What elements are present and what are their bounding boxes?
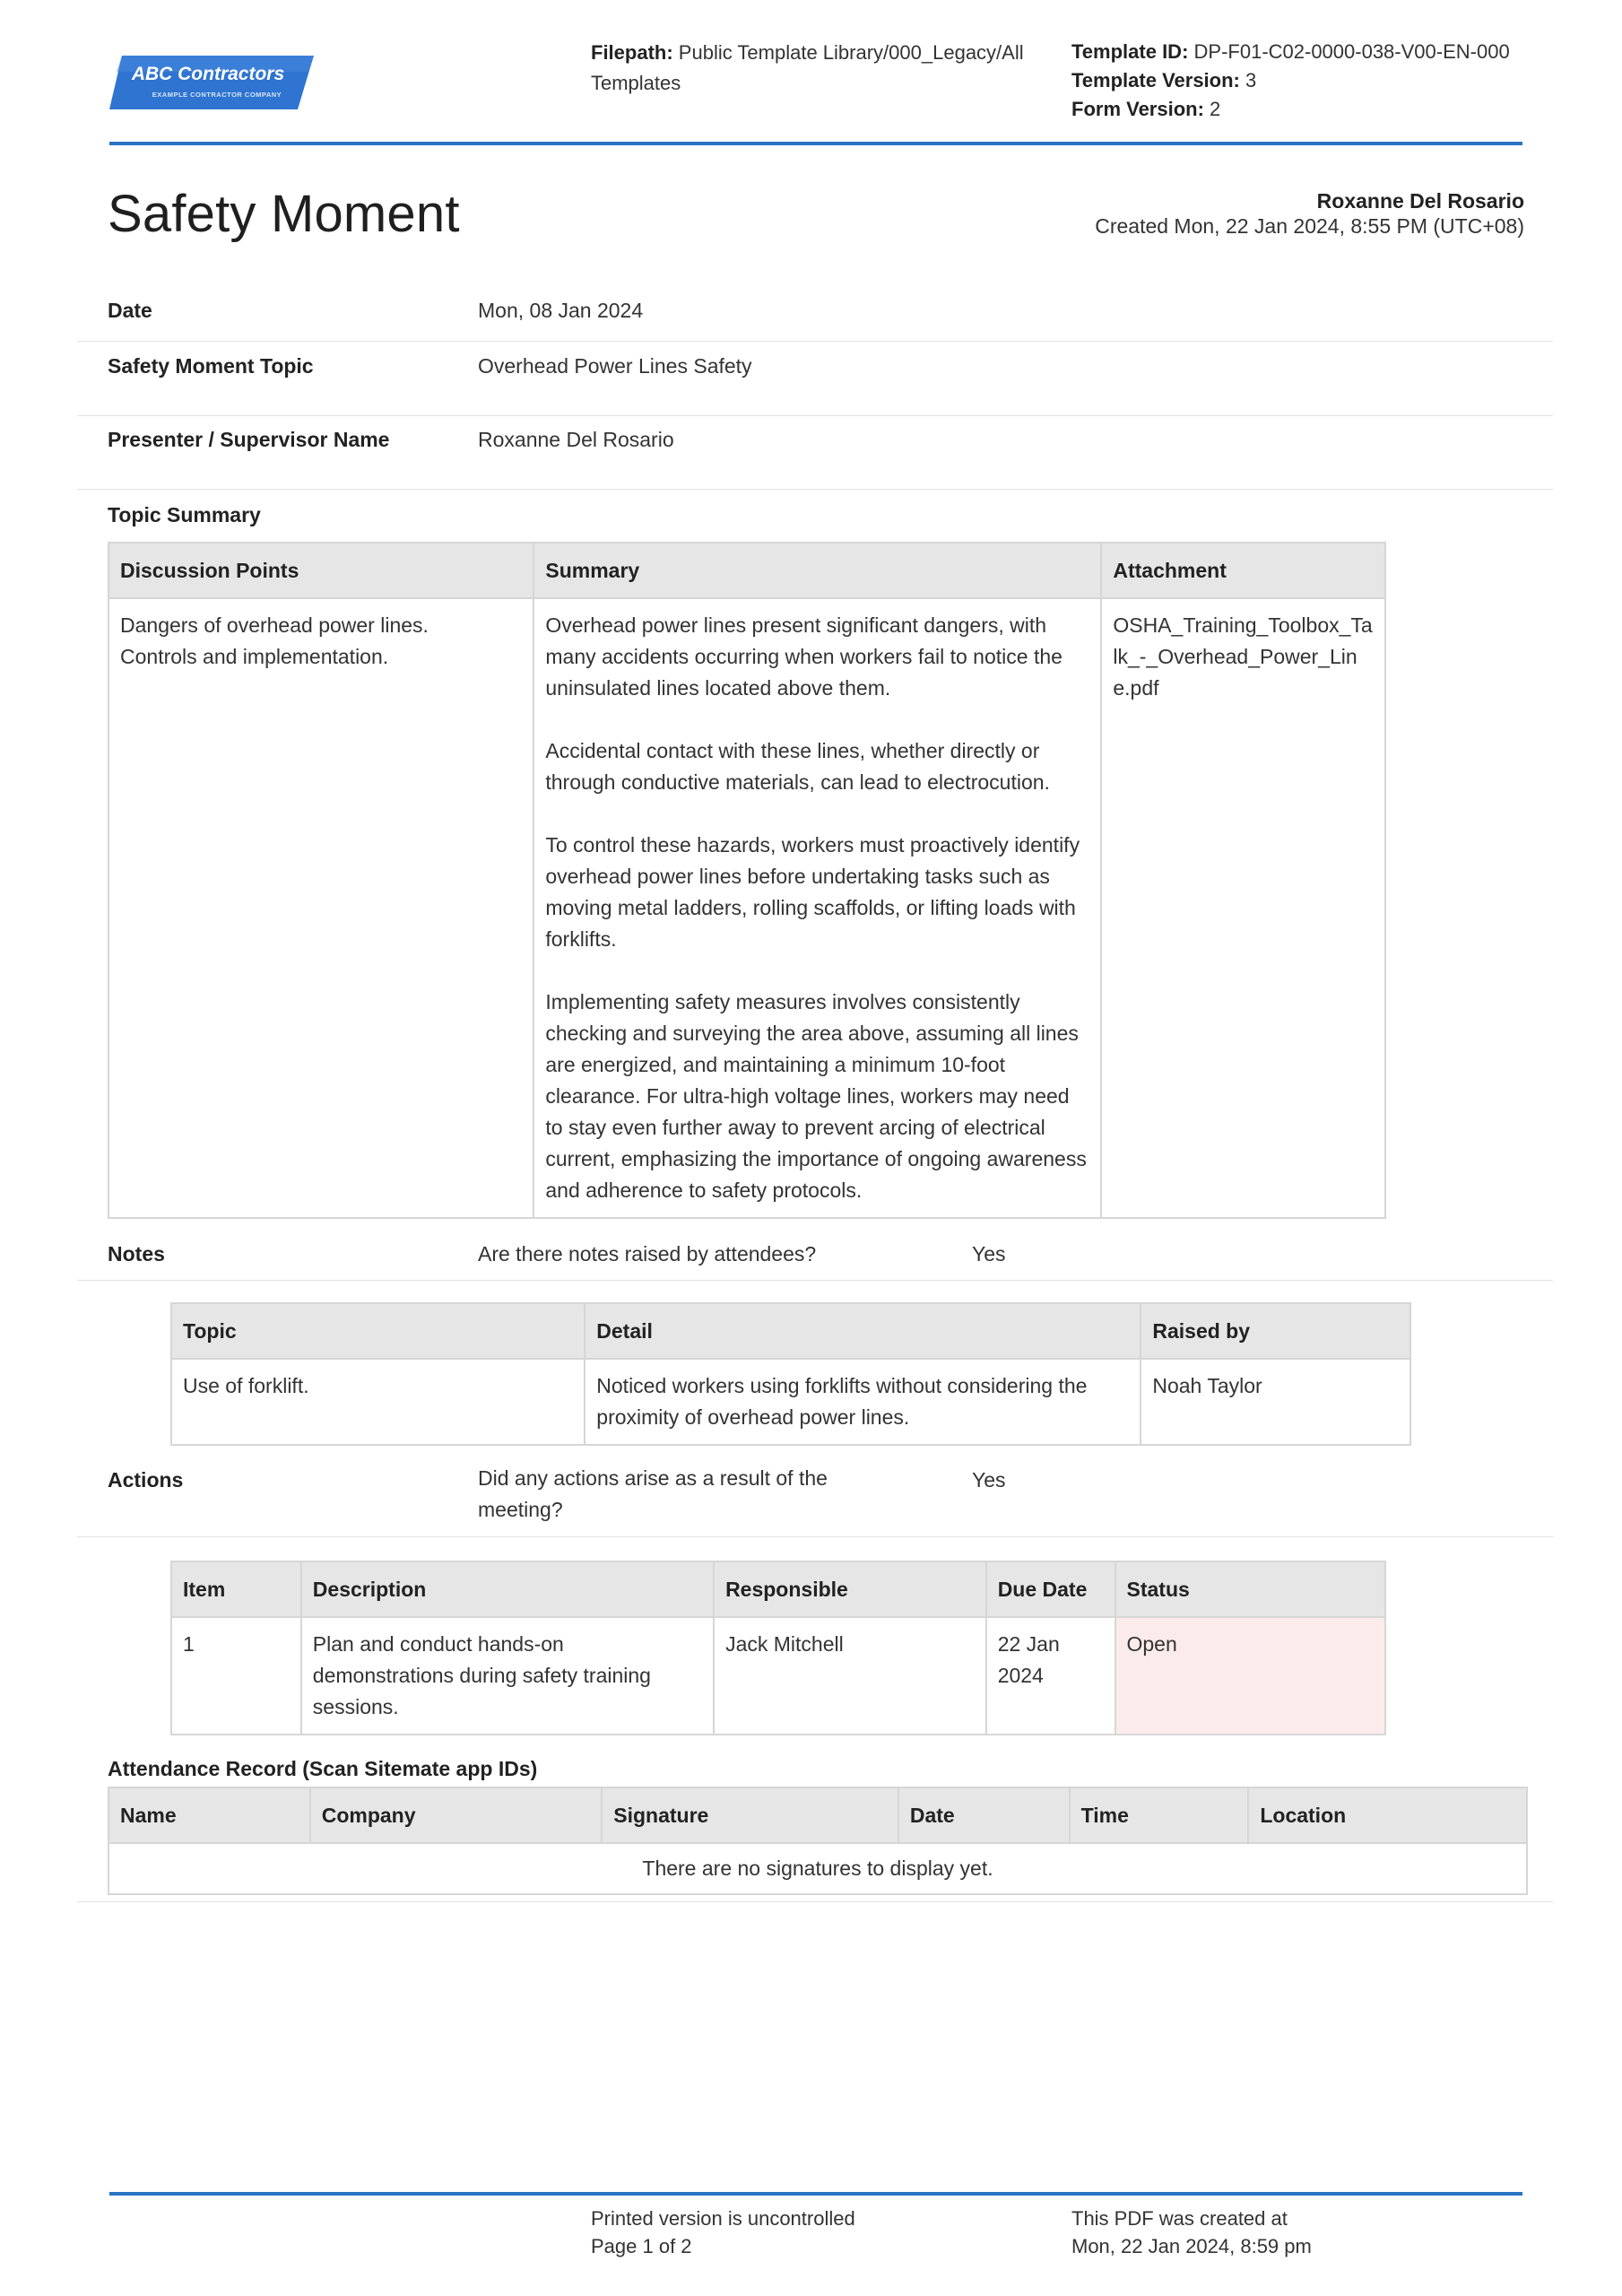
form-version-label: Form Version: xyxy=(1071,98,1204,120)
date-value: Mon, 08 Jan 2024 xyxy=(478,299,644,322)
column-header: Description xyxy=(301,1561,714,1617)
summary-paragraph: Implementing safety measures involves consistently checking and surveying the area above, assuming all lines are energized, and maintaining a minimum 10-foot clearance. For ultra-high voltage lines, workers may need to stay even further away to prevent arcing of electrical current, emphasizing the importance of ongoing awareness and adherence to safety protocols. xyxy=(545,990,1087,1202)
due-date-line: 22 Jan xyxy=(997,1632,1060,1656)
footer-right xyxy=(1071,2205,1312,2260)
column-header: Due Date xyxy=(986,1561,1115,1617)
column-header: Attachment xyxy=(1101,543,1385,598)
action-item: 1 xyxy=(171,1617,301,1735)
due-date-line: 2024 xyxy=(997,1664,1044,1687)
column-header: Company xyxy=(310,1787,603,1843)
template-version-value: 3 xyxy=(1245,69,1257,91)
presenter-value: Roxanne Del Rosario xyxy=(478,428,674,451)
pdf-created-label: This PDF was created at xyxy=(1071,2207,1288,2230)
note-topic: Use of forklift. xyxy=(171,1359,585,1445)
logo-company-name: ABC Contractors xyxy=(131,64,285,84)
notes-question: Are there notes raised by attendees? xyxy=(478,1242,817,1265)
attendance-table xyxy=(108,1787,1528,1895)
column-header: Detail xyxy=(585,1303,1141,1359)
attachment-cell xyxy=(1101,598,1385,1218)
actions-question-line: meeting? xyxy=(478,1498,563,1521)
page-number: Page 1 of 2 xyxy=(591,2235,692,2257)
divider xyxy=(77,1536,1553,1537)
action-due-date xyxy=(986,1617,1115,1735)
topic-label: Safety Moment Topic xyxy=(108,354,314,378)
column-header: Time xyxy=(1070,1787,1249,1843)
summary-paragraph: Overhead power lines present significant dangers, with many accidents occurring when workers fail to notice the uninsulated lines located above them. xyxy=(545,613,1063,700)
footer-divider xyxy=(109,2192,1522,2196)
column-header: Discussion Points xyxy=(108,543,533,598)
notes-label: Notes xyxy=(108,1242,165,1265)
action-description: Plan and conduct hands-on demonstrations during safety training sessions. xyxy=(301,1617,714,1735)
action-responsible: Jack Mitchell xyxy=(714,1617,986,1735)
creator-name: Roxanne Del Rosario xyxy=(1316,189,1524,213)
actions-table xyxy=(170,1561,1386,1735)
discussion-point: Dangers of overhead power lines. xyxy=(120,613,429,637)
date-label: Date xyxy=(108,299,152,322)
divider xyxy=(77,1280,1553,1281)
page-title: Safety Moment xyxy=(108,185,460,243)
table-header-row xyxy=(108,1787,1527,1843)
table-row xyxy=(108,1843,1527,1894)
table-header-row xyxy=(108,543,1385,598)
template-version-label: Template Version: xyxy=(1071,69,1240,91)
action-status: Open xyxy=(1115,1617,1386,1735)
column-header: Raised by xyxy=(1141,1303,1410,1359)
column-header: Responsible xyxy=(714,1561,986,1617)
notes-table xyxy=(170,1302,1411,1446)
topic-summary-table xyxy=(108,542,1386,1219)
footer-uncontrolled-note: Printed version is uncontrolled xyxy=(591,2207,855,2230)
summary-cell xyxy=(533,598,1101,1218)
discussion-point: Controls and implementation. xyxy=(120,645,389,668)
notes-answer: Yes xyxy=(972,1242,1006,1265)
template-info-block xyxy=(1071,38,1538,124)
discussion-points-cell xyxy=(108,598,533,1218)
column-header: Item xyxy=(171,1561,301,1617)
actions-question-line: Did any actions arise as a result of the xyxy=(478,1466,828,1490)
attachment-link[interactable]: OSHA_Training_Toolbox_Talk_-_Overhead_Power_Line.pdf xyxy=(1113,613,1373,700)
form-version-value: 2 xyxy=(1210,98,1221,120)
attendance-heading: Attendance Record (Scan Sitemate app IDs) xyxy=(108,1757,538,1780)
column-header: Topic xyxy=(171,1303,585,1359)
summary-paragraph: To control these hazards, workers must proactively identify overhead power lines before undertaking tasks such as moving metal ladders, rolling scaffolds, or lifting loads with forklifts. xyxy=(545,833,1080,951)
actions-question xyxy=(478,1463,828,1526)
actions-answer: Yes xyxy=(972,1468,1006,1492)
topic-summary-heading: Topic Summary xyxy=(108,503,261,526)
presenter-label: Presenter / Supervisor Name xyxy=(108,428,390,451)
column-header: Name xyxy=(108,1787,310,1843)
actions-label: Actions xyxy=(108,1468,184,1492)
filepath-value-line2: Templates xyxy=(591,72,681,94)
divider xyxy=(77,489,1553,490)
empty-message: There are no signatures to display yet. xyxy=(108,1843,1527,1894)
company-logo xyxy=(109,52,316,113)
footer-left xyxy=(591,2205,855,2260)
divider xyxy=(77,341,1553,342)
table-header-row xyxy=(171,1303,1410,1359)
divider xyxy=(77,1901,1553,1902)
note-detail: Noticed workers using forklifts without considering the proximity of overhead power lines. xyxy=(585,1359,1141,1445)
header-divider xyxy=(109,142,1522,145)
divider xyxy=(77,415,1553,416)
column-header: Status xyxy=(1115,1561,1386,1617)
filepath-label: Filepath: xyxy=(591,41,673,64)
pdf-created-timestamp: Mon, 22 Jan 2024, 8:59 pm xyxy=(1071,2235,1312,2257)
template-id-value: DP-F01-C02-0000-038-V00-EN-000 xyxy=(1193,40,1510,63)
column-header: Date xyxy=(898,1787,1070,1843)
table-row xyxy=(108,598,1385,1218)
creator-block xyxy=(1095,188,1524,239)
template-id-label: Template ID: xyxy=(1071,40,1189,63)
logo-tagline: EXAMPLE CONTRACTOR COMPANY xyxy=(152,91,282,99)
table-header-row xyxy=(171,1561,1385,1617)
column-header: Location xyxy=(1248,1787,1527,1843)
table-row xyxy=(171,1617,1385,1735)
filepath-value-line1: Public Template Library/000_Legacy/All xyxy=(678,41,1024,64)
filepath-block xyxy=(591,38,1057,99)
column-header: Signature xyxy=(602,1787,898,1843)
note-raised-by: Noah Taylor xyxy=(1141,1359,1410,1445)
topic-value: Overhead Power Lines Safety xyxy=(478,354,752,378)
column-header: Summary xyxy=(533,543,1101,598)
table-row xyxy=(171,1359,1410,1445)
created-timestamp: Created Mon, 22 Jan 2024, 8:55 PM (UTC+08) xyxy=(1095,214,1524,238)
summary-paragraph: Accidental contact with these lines, whether directly or through conductive materials, can lead to electrocution. xyxy=(545,739,1050,794)
